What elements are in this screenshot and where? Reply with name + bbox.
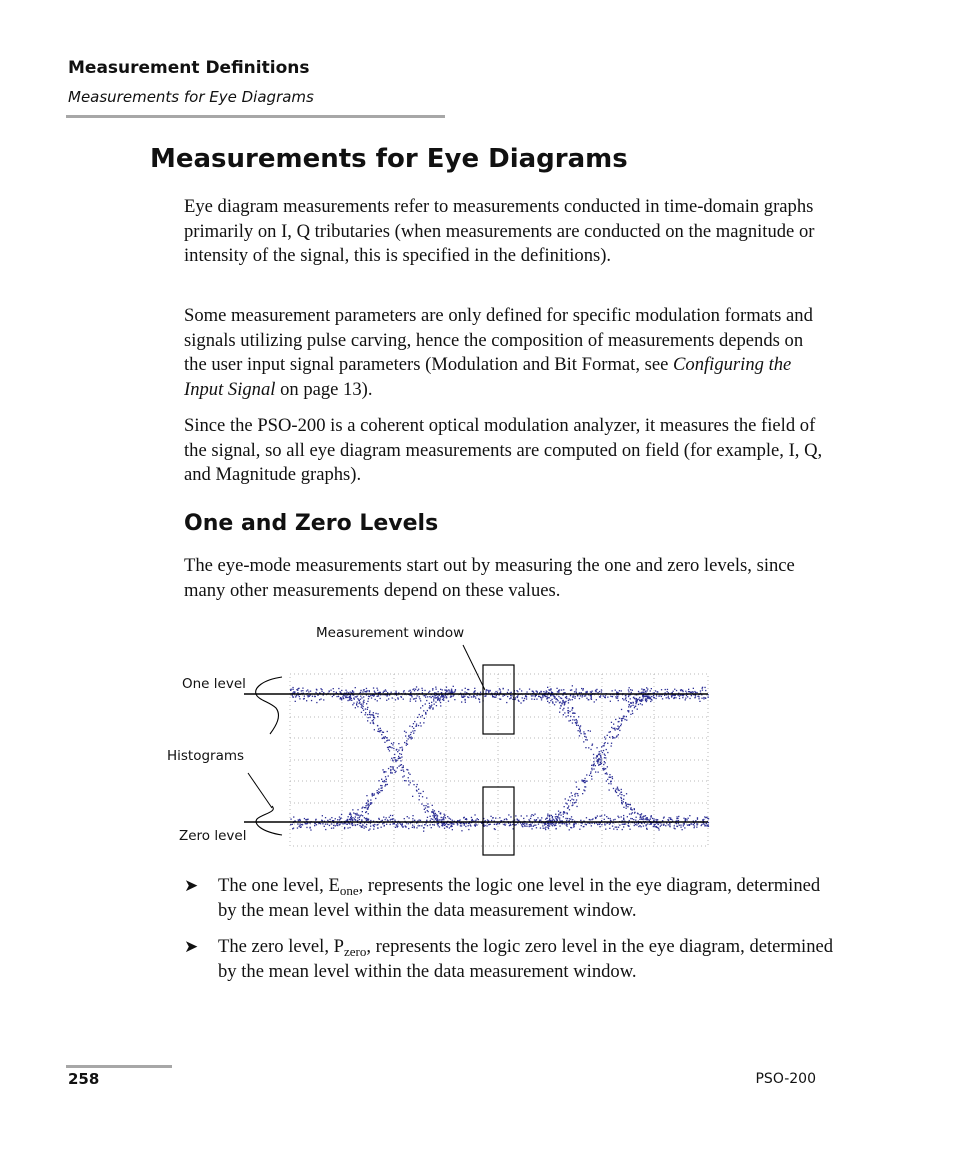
bullet-zero-level-subscript: zero	[343, 944, 367, 959]
eye-diagram-figure	[160, 618, 720, 863]
one-level-histogram	[256, 677, 282, 734]
paragraph-field: Since the PSO-200 is a coherent optical modulation analyzer, it measures the field of the signal, so all eye diagram measurements are computed on field (for example, I, Q, and Magnitude graphs).	[184, 415, 823, 486]
product-name: PSO-200	[755, 1071, 816, 1087]
measurement-window-bottom	[483, 787, 514, 855]
footer-rule	[66, 1065, 172, 1068]
zero-level-label: Zero level	[179, 828, 247, 844]
page-title: Measurements for Eye Diagrams	[150, 144, 628, 174]
measurement-window-leader	[463, 645, 485, 690]
bullet-one-level-text	[218, 874, 838, 923]
bullet-one-level-subscript: one	[339, 883, 359, 898]
bullet-one-level-body: , represents the logic one level in the eye diagram, determined by the mean level within the data measurement window.	[218, 875, 821, 921]
histogram-leader	[248, 773, 272, 808]
bullet-zero-level-body: , represents the logic zero level in the eye diagram, determined by the mean level within the data measurement window.	[218, 936, 834, 982]
bullet-arrow-icon: ➤	[184, 876, 199, 895]
measurement-window-label: Measurement window	[316, 625, 465, 641]
measurement-window-top	[483, 665, 514, 734]
running-header-subtitle: Measurements for Eye Diagrams	[68, 88, 314, 106]
bullet-one-level-lead: The one level, E	[218, 875, 340, 896]
paragraph-parameters	[184, 304, 824, 403]
one-level-label: One level	[182, 676, 246, 692]
eye-trace-dots	[290, 685, 709, 832]
histograms-label: Histograms	[167, 748, 245, 764]
cross-reference-link[interactable]: Configuring the Input Signal	[184, 354, 792, 401]
running-header-title: Measurement Definitions	[68, 58, 310, 78]
paragraph-levels: The eye-mode measurements start out by measuring the one and zero levels, since many other measurements depend on these values.	[184, 555, 795, 601]
bullet-arrow-icon: ➤	[184, 937, 199, 956]
section-heading: One and Zero Levels	[184, 511, 439, 536]
zero-level-histogram	[256, 806, 282, 835]
paragraph-intro: Eye diagram measurements refer to measurements conducted in time-domain graphs primarily on I, Q tributaries (when measurements are conducted on the magnitude or intensity of the signal, this is specified in the definitions).	[184, 196, 815, 267]
paragraph-parameters-page-ref: on page 13).	[275, 379, 373, 401]
paragraph-parameters-text: Some measurement parameters are only defined for specific modulation formats and signals utilizing pulse carving, hence the composition of measurements depends on the user input signal parameters (Modulation and Bit Format, see	[184, 305, 813, 376]
page-number: 258	[68, 1070, 100, 1088]
bullet-zero-level-text	[218, 935, 838, 984]
header-rule	[66, 115, 445, 118]
bullet-zero-level-lead: The zero level, P	[218, 936, 344, 957]
